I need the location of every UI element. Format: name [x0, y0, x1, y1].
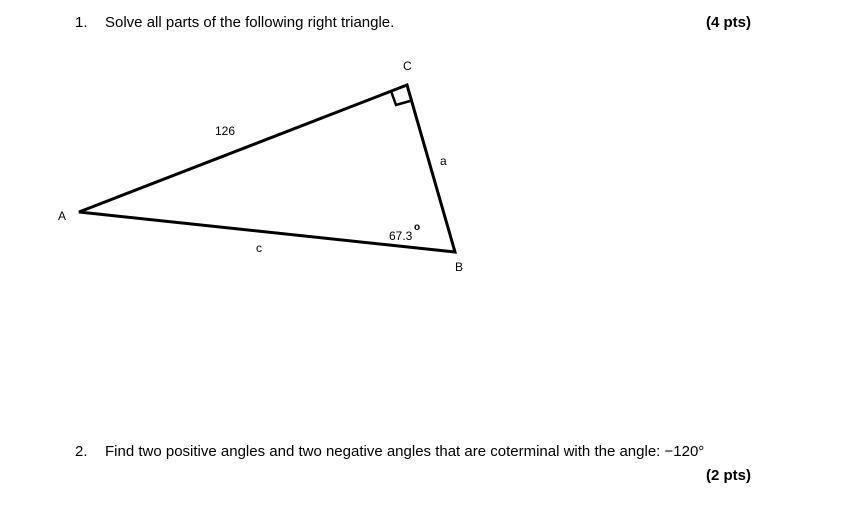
vertex-c-label: C — [403, 59, 412, 73]
side-b-length-label: 126 — [215, 124, 236, 138]
side-c-label: c — [256, 241, 262, 255]
angle-b-label: 67.3 — [389, 229, 413, 243]
question-1-text: Solve all parts of the following right triangle. — [105, 14, 395, 31]
question-2-points: (2 pts) — [706, 467, 751, 484]
side-a-label: a — [440, 154, 447, 168]
triangle-outline — [79, 85, 455, 252]
question-2-text: Find two positive angles and two negative angles that are coterminal with the angle: −120° — [105, 443, 705, 460]
vertex-b-label: B — [455, 260, 464, 274]
question-2-number: 2. — [75, 443, 88, 460]
question-1-number: 1. — [75, 14, 88, 31]
right-angle-marker — [391, 91, 410, 105]
degree-mark: o — [414, 222, 421, 233]
question-1-points: (4 pts) — [706, 14, 751, 31]
vertex-a-label: A — [58, 209, 67, 223]
